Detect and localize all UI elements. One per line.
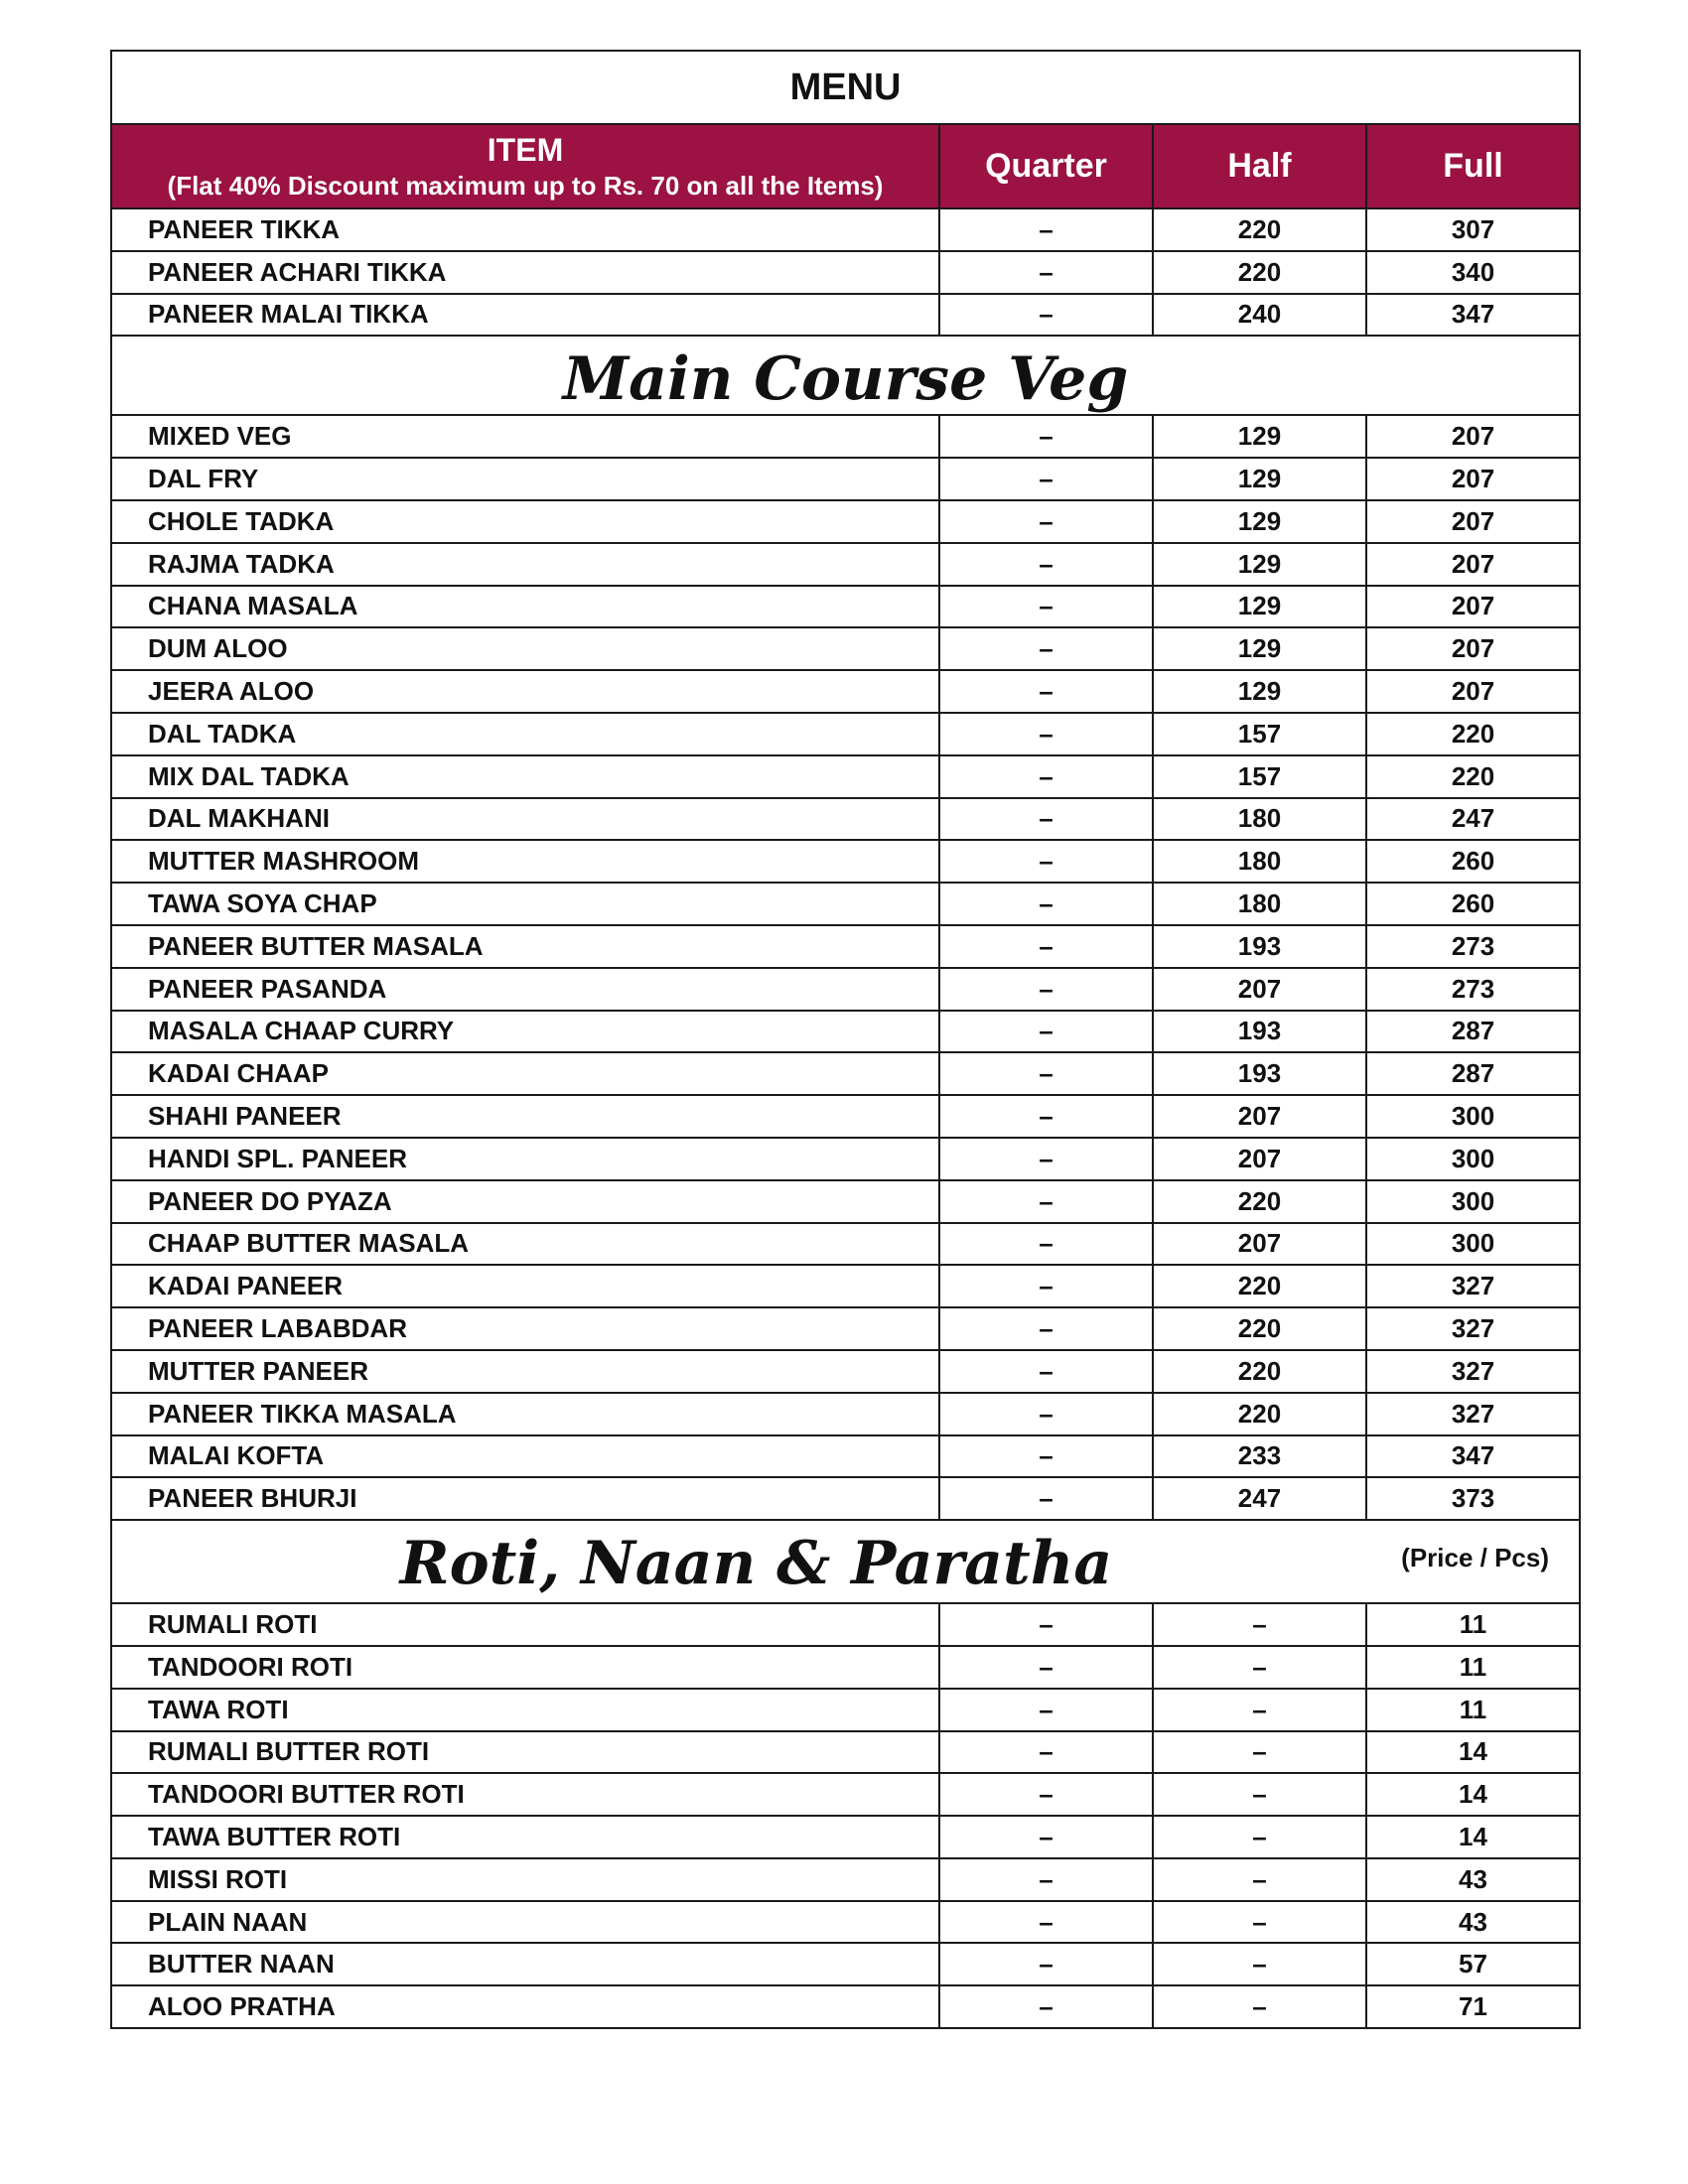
full-price: 260 bbox=[1366, 840, 1580, 883]
full-price: 300 bbox=[1366, 1138, 1580, 1180]
item-name: DAL TADKA bbox=[111, 713, 939, 755]
item-name: CHOLE TADKA bbox=[111, 500, 939, 543]
quarter-price: – bbox=[939, 1985, 1153, 2028]
item-name: TAWA ROTI bbox=[111, 1689, 939, 1731]
quarter-price: – bbox=[939, 670, 1153, 713]
half-price: 240 bbox=[1153, 294, 1366, 337]
quarter-price: – bbox=[939, 1435, 1153, 1478]
table-row bbox=[111, 670, 1580, 713]
half-price: 193 bbox=[1153, 925, 1366, 968]
item-name: MASALA CHAAP CURRY bbox=[111, 1011, 939, 1053]
quarter-price: – bbox=[939, 415, 1153, 458]
item-name: MUTTER PANEER bbox=[111, 1350, 939, 1393]
table-row bbox=[111, 586, 1580, 628]
full-price: 14 bbox=[1366, 1816, 1580, 1858]
section-breads-cell bbox=[111, 1520, 1580, 1603]
full-price: 347 bbox=[1366, 1435, 1580, 1478]
table-row bbox=[111, 415, 1580, 458]
section-main-course-row bbox=[111, 336, 1580, 415]
table-row bbox=[111, 1180, 1580, 1223]
table-row bbox=[111, 500, 1580, 543]
half-price: 157 bbox=[1153, 713, 1366, 755]
quarter-price: – bbox=[939, 1646, 1153, 1689]
section-breads-row bbox=[111, 1520, 1580, 1603]
menu-title: MENU bbox=[111, 51, 1580, 124]
half-price: 220 bbox=[1153, 1180, 1366, 1223]
table-row bbox=[111, 1943, 1580, 1985]
quarter-price: – bbox=[939, 586, 1153, 628]
item-name: TAWA SOYA CHAP bbox=[111, 883, 939, 925]
table-row bbox=[111, 1350, 1580, 1393]
quarter-price: – bbox=[939, 1138, 1153, 1180]
half-price: 129 bbox=[1153, 586, 1366, 628]
full-price: 207 bbox=[1366, 586, 1580, 628]
table-row bbox=[111, 755, 1580, 798]
table-row bbox=[111, 1901, 1580, 1944]
quarter-price: – bbox=[939, 1858, 1153, 1901]
header-quarter-label: Quarter bbox=[985, 147, 1107, 185]
quarter-price: – bbox=[939, 1180, 1153, 1223]
quarter-price: – bbox=[939, 627, 1153, 670]
table-row bbox=[111, 1011, 1580, 1053]
half-price: 207 bbox=[1153, 1095, 1366, 1138]
table-row bbox=[111, 713, 1580, 755]
item-name: TANDOORI ROTI bbox=[111, 1646, 939, 1689]
quarter-price: – bbox=[939, 1393, 1153, 1435]
quarter-price: – bbox=[939, 968, 1153, 1011]
quarter-price: – bbox=[939, 1265, 1153, 1307]
half-price: 180 bbox=[1153, 840, 1366, 883]
table-row bbox=[111, 1985, 1580, 2028]
quarter-price: – bbox=[939, 1011, 1153, 1053]
section-breads-note: (Price / Pcs) bbox=[1401, 1543, 1550, 1573]
discount-note: (Flat 40% Discount maximum up to Rs. 70 on all the Items) bbox=[167, 170, 884, 201]
item-name: PANEER ACHARI TIKKA bbox=[111, 251, 939, 294]
item-name: MIXED VEG bbox=[111, 415, 939, 458]
item-name: RUMALI ROTI bbox=[111, 1603, 939, 1646]
item-name: PANEER BUTTER MASALA bbox=[111, 925, 939, 968]
half-price: 247 bbox=[1153, 1477, 1366, 1520]
item-name: PANEER DO PYAZA bbox=[111, 1180, 939, 1223]
table-row bbox=[111, 208, 1580, 251]
half-price: 129 bbox=[1153, 627, 1366, 670]
full-price: 71 bbox=[1366, 1985, 1580, 2028]
full-price: 207 bbox=[1366, 500, 1580, 543]
table-row bbox=[111, 1223, 1580, 1266]
quarter-price: – bbox=[939, 1689, 1153, 1731]
full-price: 327 bbox=[1366, 1265, 1580, 1307]
table-row bbox=[111, 1265, 1580, 1307]
full-price: 247 bbox=[1366, 798, 1580, 841]
table-row bbox=[111, 1138, 1580, 1180]
quarter-price: – bbox=[939, 1901, 1153, 1944]
header-half-label: Half bbox=[1227, 147, 1292, 185]
table-row bbox=[111, 840, 1580, 883]
full-price: 220 bbox=[1366, 755, 1580, 798]
quarter-price: – bbox=[939, 1477, 1153, 1520]
item-name: PLAIN NAAN bbox=[111, 1901, 939, 1944]
half-price: 129 bbox=[1153, 500, 1366, 543]
quarter-price: – bbox=[939, 840, 1153, 883]
section-breads-title: Roti, Naan & Paratha bbox=[399, 1529, 1113, 1599]
half-price: 233 bbox=[1153, 1435, 1366, 1478]
section-main-course-title: Main Course Veg bbox=[562, 344, 1129, 415]
full-price: 327 bbox=[1366, 1350, 1580, 1393]
table-row bbox=[111, 1646, 1580, 1689]
item-name: PANEER LABABDAR bbox=[111, 1307, 939, 1350]
half-price: 193 bbox=[1153, 1011, 1366, 1053]
half-price: 207 bbox=[1153, 968, 1366, 1011]
section-breads-wrap bbox=[112, 1521, 1579, 1602]
quarter-price: – bbox=[939, 713, 1153, 755]
table-row bbox=[111, 1689, 1580, 1731]
table-row bbox=[111, 883, 1580, 925]
half-price: 180 bbox=[1153, 883, 1366, 925]
table-row bbox=[111, 251, 1580, 294]
quarter-price: – bbox=[939, 1307, 1153, 1350]
full-price: 273 bbox=[1366, 968, 1580, 1011]
half-price: 129 bbox=[1153, 670, 1366, 713]
full-price: 300 bbox=[1366, 1095, 1580, 1138]
header-row bbox=[111, 124, 1580, 208]
item-name: PANEER PASANDA bbox=[111, 968, 939, 1011]
full-price: 340 bbox=[1366, 251, 1580, 294]
menu-table bbox=[110, 50, 1581, 2029]
full-price: 11 bbox=[1366, 1603, 1580, 1646]
menu-title-row bbox=[111, 51, 1580, 124]
item-name: MALAI KOFTA bbox=[111, 1435, 939, 1478]
full-price: 300 bbox=[1366, 1223, 1580, 1266]
item-name: PANEER BHURJI bbox=[111, 1477, 939, 1520]
quarter-price: – bbox=[939, 925, 1153, 968]
full-price: 14 bbox=[1366, 1731, 1580, 1774]
header-full-label: Full bbox=[1443, 147, 1503, 185]
quarter-price: – bbox=[939, 755, 1153, 798]
quarter-price: – bbox=[939, 208, 1153, 251]
table-row bbox=[111, 458, 1580, 500]
table-row bbox=[111, 1435, 1580, 1478]
full-price: 220 bbox=[1366, 713, 1580, 755]
full-price: 260 bbox=[1366, 883, 1580, 925]
quarter-price: – bbox=[939, 251, 1153, 294]
quarter-price: – bbox=[939, 1223, 1153, 1266]
item-name: HANDI SPL. PANEER bbox=[111, 1138, 939, 1180]
full-price: 207 bbox=[1366, 458, 1580, 500]
item-name: CHANA MASALA bbox=[111, 586, 939, 628]
item-name: MIX DAL TADKA bbox=[111, 755, 939, 798]
header-half bbox=[1153, 124, 1366, 208]
item-name: DAL MAKHANI bbox=[111, 798, 939, 841]
half-price: – bbox=[1153, 1773, 1366, 1816]
table-row bbox=[111, 1858, 1580, 1901]
full-price: 300 bbox=[1366, 1180, 1580, 1223]
half-price: 220 bbox=[1153, 1393, 1366, 1435]
quarter-price: – bbox=[939, 1052, 1153, 1095]
table-row bbox=[111, 968, 1580, 1011]
item-name: MUTTER MASHROOM bbox=[111, 840, 939, 883]
half-price: 220 bbox=[1153, 1307, 1366, 1350]
half-price: – bbox=[1153, 1603, 1366, 1646]
half-price: 157 bbox=[1153, 755, 1366, 798]
full-price: 43 bbox=[1366, 1901, 1580, 1944]
item-name: JEERA ALOO bbox=[111, 670, 939, 713]
half-price: 129 bbox=[1153, 543, 1366, 586]
full-price: 14 bbox=[1366, 1773, 1580, 1816]
half-price: – bbox=[1153, 1689, 1366, 1731]
quarter-price: – bbox=[939, 1603, 1153, 1646]
full-price: 43 bbox=[1366, 1858, 1580, 1901]
full-price: 207 bbox=[1366, 670, 1580, 713]
full-price: 327 bbox=[1366, 1393, 1580, 1435]
half-price: 207 bbox=[1153, 1223, 1366, 1266]
quarter-price: – bbox=[939, 500, 1153, 543]
half-price: 193 bbox=[1153, 1052, 1366, 1095]
full-price: 207 bbox=[1366, 627, 1580, 670]
half-price: – bbox=[1153, 1858, 1366, 1901]
half-price: 207 bbox=[1153, 1138, 1366, 1180]
table-row bbox=[111, 1052, 1580, 1095]
full-price: 287 bbox=[1366, 1011, 1580, 1053]
table-row bbox=[111, 1477, 1580, 1520]
half-price: – bbox=[1153, 1901, 1366, 1944]
half-price: – bbox=[1153, 1985, 1366, 2028]
item-name: RUMALI BUTTER ROTI bbox=[111, 1731, 939, 1774]
half-price: – bbox=[1153, 1731, 1366, 1774]
half-price: 129 bbox=[1153, 458, 1366, 500]
half-price: 220 bbox=[1153, 1350, 1366, 1393]
item-name: ALOO PRATHA bbox=[111, 1985, 939, 2028]
half-price: 129 bbox=[1153, 415, 1366, 458]
item-name: PANEER TIKKA bbox=[111, 208, 939, 251]
header-full bbox=[1366, 124, 1580, 208]
table-row bbox=[111, 1393, 1580, 1435]
header-quarter bbox=[939, 124, 1153, 208]
quarter-price: – bbox=[939, 1943, 1153, 1985]
table-row bbox=[111, 1816, 1580, 1858]
full-price: 57 bbox=[1366, 1943, 1580, 1985]
header-item-cell bbox=[111, 124, 939, 208]
half-price: 220 bbox=[1153, 208, 1366, 251]
table-row bbox=[111, 925, 1580, 968]
table-row bbox=[111, 1773, 1580, 1816]
half-price: – bbox=[1153, 1646, 1366, 1689]
table-row bbox=[111, 543, 1580, 586]
quarter-price: – bbox=[939, 883, 1153, 925]
quarter-price: – bbox=[939, 798, 1153, 841]
full-price: 307 bbox=[1366, 208, 1580, 251]
item-name: RAJMA TADKA bbox=[111, 543, 939, 586]
item-name: KADAI PANEER bbox=[111, 1265, 939, 1307]
item-name: DUM ALOO bbox=[111, 627, 939, 670]
quarter-price: – bbox=[939, 1731, 1153, 1774]
quarter-price: – bbox=[939, 294, 1153, 337]
item-name: CHAAP BUTTER MASALA bbox=[111, 1223, 939, 1266]
full-price: 11 bbox=[1366, 1646, 1580, 1689]
item-name: SHAHI PANEER bbox=[111, 1095, 939, 1138]
half-price: 220 bbox=[1153, 251, 1366, 294]
quarter-price: – bbox=[939, 1773, 1153, 1816]
table-row bbox=[111, 1731, 1580, 1774]
full-price: 207 bbox=[1366, 543, 1580, 586]
quarter-price: – bbox=[939, 1816, 1153, 1858]
item-name: MISSI ROTI bbox=[111, 1858, 939, 1901]
quarter-price: – bbox=[939, 458, 1153, 500]
item-name: DAL FRY bbox=[111, 458, 939, 500]
half-price: 180 bbox=[1153, 798, 1366, 841]
table-row bbox=[111, 798, 1580, 841]
item-name: PANEER TIKKA MASALA bbox=[111, 1393, 939, 1435]
section-main-course-cell bbox=[111, 336, 1580, 415]
table-row bbox=[111, 1095, 1580, 1138]
item-name: PANEER MALAI TIKKA bbox=[111, 294, 939, 337]
full-price: 287 bbox=[1366, 1052, 1580, 1095]
full-price: 273 bbox=[1366, 925, 1580, 968]
item-name: TAWA BUTTER ROTI bbox=[111, 1816, 939, 1858]
half-price: – bbox=[1153, 1816, 1366, 1858]
table-row bbox=[111, 1603, 1580, 1646]
item-name: KADAI CHAAP bbox=[111, 1052, 939, 1095]
full-price: 207 bbox=[1366, 415, 1580, 458]
full-price: 373 bbox=[1366, 1477, 1580, 1520]
menu-body bbox=[111, 51, 1580, 2028]
quarter-price: – bbox=[939, 543, 1153, 586]
header-item: ITEM bbox=[487, 131, 564, 168]
half-price: – bbox=[1153, 1943, 1366, 1985]
quarter-price: – bbox=[939, 1350, 1153, 1393]
table-row bbox=[111, 294, 1580, 337]
item-name: BUTTER NAAN bbox=[111, 1943, 939, 1985]
full-price: 327 bbox=[1366, 1307, 1580, 1350]
table-row bbox=[111, 627, 1580, 670]
full-price: 11 bbox=[1366, 1689, 1580, 1731]
section-main-course-wrap bbox=[112, 337, 1579, 414]
quarter-price: – bbox=[939, 1095, 1153, 1138]
full-price: 347 bbox=[1366, 294, 1580, 337]
item-name: TANDOORI BUTTER ROTI bbox=[111, 1773, 939, 1816]
table-row bbox=[111, 1307, 1580, 1350]
half-price: 220 bbox=[1153, 1265, 1366, 1307]
